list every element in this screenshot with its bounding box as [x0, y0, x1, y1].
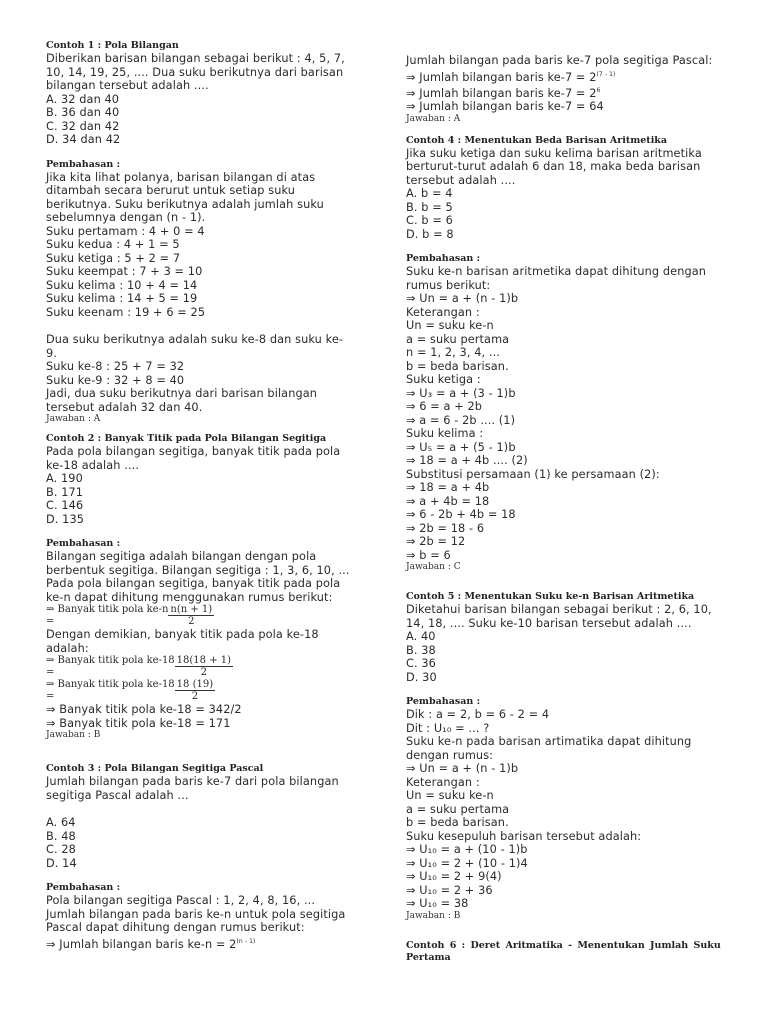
example-4-question: Jika suku ketiga dan suku kelima barisan aritmetika berturut-turut adalah 6 dan 18, maka beda barisan tersebut adalah .... A. b = 4 B. b = 5 C. b = 6 D. b = 8 — [406, 146, 702, 241]
example-2-discussion: Bilangan segitiga adalah bilangan dengan pola berbentuk segitiga. Bilangan segitiga : 1, 3, 6, 10, ... Pada pola bilangan segitiga, banyak titik pada pola ke-n dapat dihitung menggunakan rumus berikut: — [46, 550, 350, 604]
example-1-discussion-heading: Pembahasan : — [46, 158, 121, 170]
example-3-title: Contoh 3 : Pola Bilangan Segitiga Pascal — [46, 763, 264, 774]
example-2-discussion-heading: Pembahasan : — [46, 538, 121, 549]
example-1-title: Contoh 1 : Pola Bilangan — [46, 40, 179, 51]
example-2-answer: Jawaban : B — [46, 730, 101, 740]
option-d: D. 34 dan 42 — [46, 133, 121, 146]
example-1-answer: Jawaban : A — [46, 414, 101, 424]
example-1-discussion: Jika kita lihat polanya, barisan bilangan di atas ditambah secara berurut untuk setiap suku berikutnya. Suku berikutnya adalah jumlah suku sebelumnya dengan (n - 1). Suku pertamam : 4 + 0 = 4 Suku kedua : 4 + 1 = 5 Suku ketiga : 5 + 2 = 7 Suku keempat : 7 + 3 = 10 Suku kelima : 10 + 4 = 14 Suku kelima : 14 + 5 = 19 Suku keenam : 19 + 6 = 25 Dua suku berikutnya adalah suku ke-8 dan suku ke- 9. Suku ke-8 : 25 + 7 = 32 Suku ke-9 : 32 + 8 = 40 Jadi, dua suku berikutnya dari barisan bilangan tersebut adalah 32 dan 40. — [46, 170, 344, 414]
example-2-title: Contoh 2 : Banyak Titik pada Pola Bilangan Segitiga — [46, 433, 327, 444]
option-b: B. 36 dan 40 — [46, 106, 120, 119]
option-a: A. 32 dan 40 — [46, 92, 120, 106]
example-2-question: Pada pola bilangan segitiga, banyak titik pada pola ke-18 adalah .... A. 190 B. 171 C. 146 D. 135 — [46, 445, 341, 526]
left-column: Contoh 1 : Pola Bilangan Diberikan barisan bilangan sebagai berikut : 4, 5, 7, 10, 14, 19, 25, .... Dua suku berikutnya dari barisan bilangan tersebut adalah .... A. 32 dan 40 B. 36 dan 40 C. 32 dan 42 D. 34 dan 42 Pembahasan : Jika kita lihat polanya, barisan bilangan di atas ditambah secara berurut untuk setiap suku berikutnya. Suku berikutnya adalah jumlah suku sebelumnya dengan (n - 1). Suku pertamam : 4 + 0 = 4 Suku kedua : 4 + 1 = 5 Suku ketiga : 5 + 2 = 7 Suku keempat : 7 + 3 = 10 Suku kelima : 10 + 4 = 14 Suku kelima : 14 + 5 = 19 Suku keenam : 19 + 6 = 25 Dua suku berikutnya adalah suku ke-8 dan suku ke- 9. Suku ke-8 : 25 + 7 = 32 Suku ke-9 : 32 + 8 = 40 Jadi, dua suku berikutnya dari barisan bilangan tersebut adalah 32 dan 40. Jawaban : A Contoh 2 : Banyak Titik pada Pola Bilangan Segitiga Pada pola bilangan segitiga, banyak titik pada pola ke-18 adalah .... A. 190 B. 171 C. 146 D. 135 Pembahasan : Bilangan segitiga adalah bilangan dengan pola berbentuk segitiga. Bilangan segitiga : 1, 3, 6, 10, ... Pada pola bilangan segitiga, banyak titik pada pola ke-n dapat dihitung menggunakan rumus berikut: ⇒ Banyak titik pola ke-n $\frac{n(n + 1)}{2}$ = Dengan demikian, banyak titik pada pola ke-18 adalah: ⇒ Banyak titik pola ke-18 $\frac{18(18 + 1)}{2}$ = ⇒ Banyak titik pola ke-18 $\frac{18 (19)}{2}$ = ⇒ Banyak titik pola ke-18 = 342/2 ⇒ Banyak titik pola ke-18 = 171 Jawaban : B Contoh 3 : Pola Bilangan Segitiga Pascal Jumlah bilangan pada baris ke-7 dari pola bilangan segitiga Pascal adalah ... A. 64 B. 48 C. 28 D. 14 Pembahasan : Pola bilangan segitiga Pascal : 1, 2, 4, 8, 16, ... Jumlah bilangan pada baris ke-n untuk pola segitiga Pascal dapat dihitung dengan rumus berikut: ⇒ Jumlah bilangan baris $ke-n = 2^{(n - 1)}$ — [46, 40, 362, 951]
example-4-title: Contoh 4 : Menentukan Beda Barisan Aritmetika — [406, 134, 668, 146]
option-c: C. 32 dan 42 — [46, 119, 120, 133]
example-5-title: Contoh 5 : Menentukan Suku ke-n Barisan Aritmetika — [406, 591, 695, 603]
formula-triangular-18: ⇒ Banyak titik pola ke-18 $\frac{18(18 + 1)}{2}$ = — [46, 655, 232, 678]
example-4-answer: Jawaban : C — [406, 562, 461, 573]
right-column — [406, 54, 722, 964]
example-5-answer: Jawaban : B — [406, 910, 461, 921]
example-5-discussion: Dik : a = 2, b = 6 - 2 = 4 Dit : U₁₀ = ... ? Suku ke-n pada barisan artimatika dapat dihitung dengan rumus: ⇒ Un = a + (n - 1)b Keterangan : Un = suku ke-n a = suku pertama b = beda barisan. Suku kesepuluh barisan tersebut adalah: ⇒ U₁₀ = a + (10 - 1)b ⇒ U₁₀ = 2 + (10 - 1)4 ⇒ U₁₀ = 2 + 9(4) ⇒ U₁₀ = 2 + 36 ⇒ U₁₀ = 38 — [406, 708, 692, 911]
formula-triangular-18-step: ⇒ Banyak titik pola ke-18 $\frac{18 (19)}{2}$ = — [46, 679, 214, 702]
example-6-title: Contoh 6 : Deret Aritmatika - Menentukan Jumlah Suku Pertama — [406, 939, 721, 963]
example-4-discussion: Suku ke-n barisan aritmetika dapat dihitung dengan rumus berikut: ⇒ Un = a + (n - 1)b Keterangan : Un = suku ke-n a = suku pertama n = 1, 2, 3, 4, ... b = beda barisan. Suku ketiga : ⇒ U₃ = a + (3 - 1)b ⇒ 6 = a + 2b ⇒ a = 6 - 2b .... (1) Suku kelima : ⇒ U₅ = a + (5 - 1)b ⇒ 18 = a + 4b .... (2) Substitusi persamaan (1) ke persamaan (2): ⇒ 18 = a + 4b ⇒ a + 4b = 18 ⇒ 6 - 2b + 4b = 18 ⇒ 2b = 18 - 6 ⇒ 2b = 12 ⇒ b = 6 — [406, 265, 707, 562]
example-3-answer: Jawaban : A — [406, 113, 461, 124]
example-3-question: Jumlah bilangan pada baris ke-7 dari pola bilangan segitiga Pascal adalah ... A. 64 B. 48 C. 28 D. 14 — [46, 775, 339, 870]
example-3-discussion-heading: Pembahasan : — [46, 882, 121, 893]
example-3-continuation: Jumlah bilangan pada baris ke-7 pola segitiga Pascal: ⇒ Jumlah bilangan baris $ke-7 = 2^{(7 - 1)}$ ⇒ Jumlah bilangan baris $ke-7 = 2^6$ ⇒ Jumlah bilangan baris ke-7 = 64 — [406, 54, 713, 114]
example-1-options — [46, 93, 362, 147]
example-5-discussion-heading: Pembahasan : — [406, 696, 481, 708]
example-1-question: Diberikan barisan bilangan sebagai berikut : 4, 5, 7, 10, 14, 19, 25, .... Dua suku berikutnya dari barisan bilangan tersebut adalah .... — [46, 52, 345, 92]
example-3-discussion: Pola bilangan segitiga Pascal : 1, 2, 4, 8, 16, ... Jumlah bilangan pada baris ke-n untuk pola segitiga Pascal dapat dihitung dengan rumus berikut: ⇒ Jumlah bilangan baris $ke-n = 2^{(n - 1)}$ — [46, 894, 346, 951]
example-4-discussion-heading: Pembahasan : — [406, 253, 481, 265]
example-5-question: Diketahui barisan bilangan sebagai berikut : 2, 6, 10, 14, 18, .... Suku ke-10 barisan tersebut adalah .... A. 40 B. 38 C. 36 D. 30 — [406, 603, 712, 684]
formula-triangular-general: ⇒ Banyak titik pola ke-n $\frac{n(n + 1)}{2}$ = — [46, 604, 213, 627]
